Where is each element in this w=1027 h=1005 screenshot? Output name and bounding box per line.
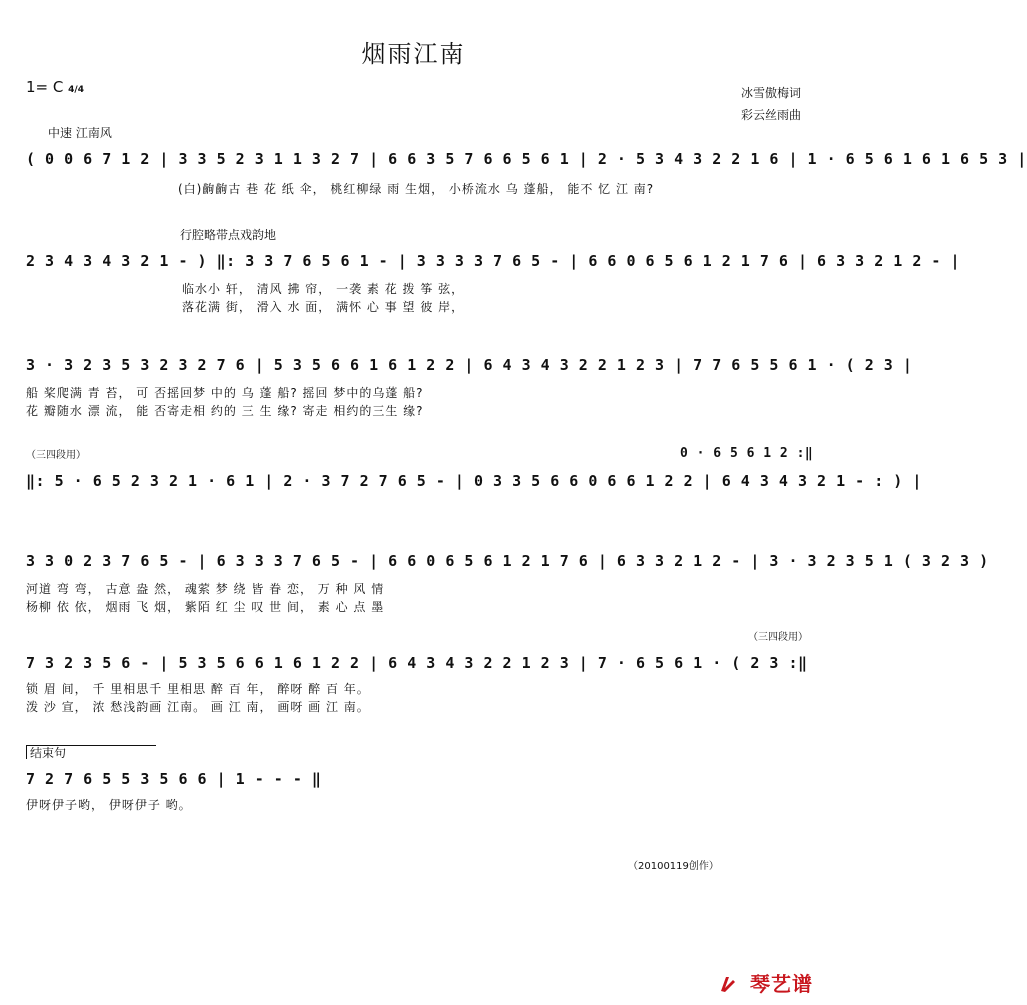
composer: 彩云丝雨曲: [740, 108, 801, 122]
lyric-line-5a: 河道 弯 弯， 古意 盎 然， 魂萦 梦 绕 皆 眷 恋， 万 种 风 情: [26, 582, 385, 596]
notation-line-1: ( 0 0 6 7 1 2 | 3 3 5 2 3 1 1 3 2 7 | 6 6 3 5 7 6 6 5 6 1 | 2 · 5 3 4 3 2 2 1 6 | 1 · 6 5 6 1 6 1 6 5 3 |: [26, 150, 1027, 168]
lyric-line-1a: (白)齣齣古 巷 花 纸 伞， 桃红柳绿 雨 生烟， 小桥流水 乌 蓬船， 能不 忆 江 南?: [178, 182, 655, 196]
lyric-line-3b: 花 瓣随水 漂 流， 能 否寄走相 约的 三 生 缘? 寄走 相约的三生 缘?: [26, 404, 424, 418]
logo-text: 琴艺谱: [750, 972, 813, 996]
page-title: 烟雨江南: [361, 40, 466, 68]
lyric-line-2a: 临水小 轩， 清风 拂 帘， 一袭 素 花 拨 筝 弦，: [182, 282, 465, 296]
key-signature: 1= C 4/4: [26, 78, 84, 96]
lyric-line-7a: 伊呀伊子哟， 伊呀伊子 哟。: [26, 798, 192, 812]
tempo-marking: 中速 江南风: [48, 126, 112, 140]
credits: [741, 82, 801, 126]
lyric-line-3a: 船 桨爬满 青 苔， 可 否摇回梦 中的 乌 蓬 船? 摇回 梦中的乌蓬 船?: [26, 386, 424, 400]
lyric-line-5b: 杨柳 依 依， 烟雨 飞 烟， 紫陌 红 尘 叹 世 间， 素 心 点 墨: [26, 600, 385, 614]
lyric-line-2b: 落花满 街， 滑入 水 面， 满怀 心 事 望 彼 岸，: [182, 300, 465, 314]
notation-line-4: ‖: 5 · 6 5 2 3 2 1 · 6 1 | 2 · 3 7 2 7 6 5 - | 0 3 3 5 6 6 0 6 6 1 2 2 | 6 4 3 4 3 2 1 - : ) |: [26, 472, 922, 490]
lyric-line-6b: 泼 沙 宣， 浓 愁浅韵画 江南。 画 江 南， 画呀 画 江 南。: [26, 700, 370, 714]
annotation-1: 行腔略带点戏韵地: [180, 228, 277, 242]
notation-line-2: 2 3 4 3 4 3 2 1 - ) ‖: 3 3 7 6 5 6 1 - | 3 3 3 3 7 6 5 - | 6 6 0 6 5 6 1 2 1 7 6 | 6 3 3 2 1 2 - |: [26, 252, 961, 270]
notation-line-5: 3 3 0 2 3 7 6 5 - | 6 3 3 3 7 6 5 - | 6 6 0 6 5 6 1 2 1 7 6 | 6 3 3 2 1 2 - | 3 · 3 2 3 5 1 ( 3 2 3 ): [26, 552, 989, 570]
annotation-2: （三四段用）: [26, 450, 86, 461]
lyric-line-6a: 锁 眉 间， 千 里相思千 里相思 醉 百 年， 醉呀 醉 百 年。: [26, 682, 370, 696]
ending-bracket: 结束句: [26, 745, 156, 759]
annotation-3: （三四段用）: [748, 632, 808, 643]
site-logo: [718, 968, 813, 997]
notation-pickup: 0 · 6 5 6 1 2 :‖: [680, 446, 814, 461]
creation-date: （20100119创作）: [628, 861, 719, 872]
notation-line-7: 7 2 7 6 5 5 3 5 6 6 | 1 - - - ‖: [26, 770, 322, 788]
lyricist: 冰雪傲梅词: [740, 86, 801, 100]
notation-line-3: 3 · 3 2 3 5 3 2 3 2 7 6 | 5 3 5 6 6 1 6 1 2 2 | 6 4 3 4 3 2 2 1 2 3 | 7 7 6 5 5 6 1 · ( 2 3 |: [26, 356, 913, 374]
notation-line-6: 7 3 2 3 5 6 - | 5 3 5 6 6 1 6 1 2 2 | 6 4 3 4 3 2 2 1 2 3 | 7 · 6 5 6 1 · ( 2 3 :‖: [26, 654, 808, 672]
time-signature: 4/4: [68, 85, 84, 95]
music-note-icon: [718, 974, 738, 994]
